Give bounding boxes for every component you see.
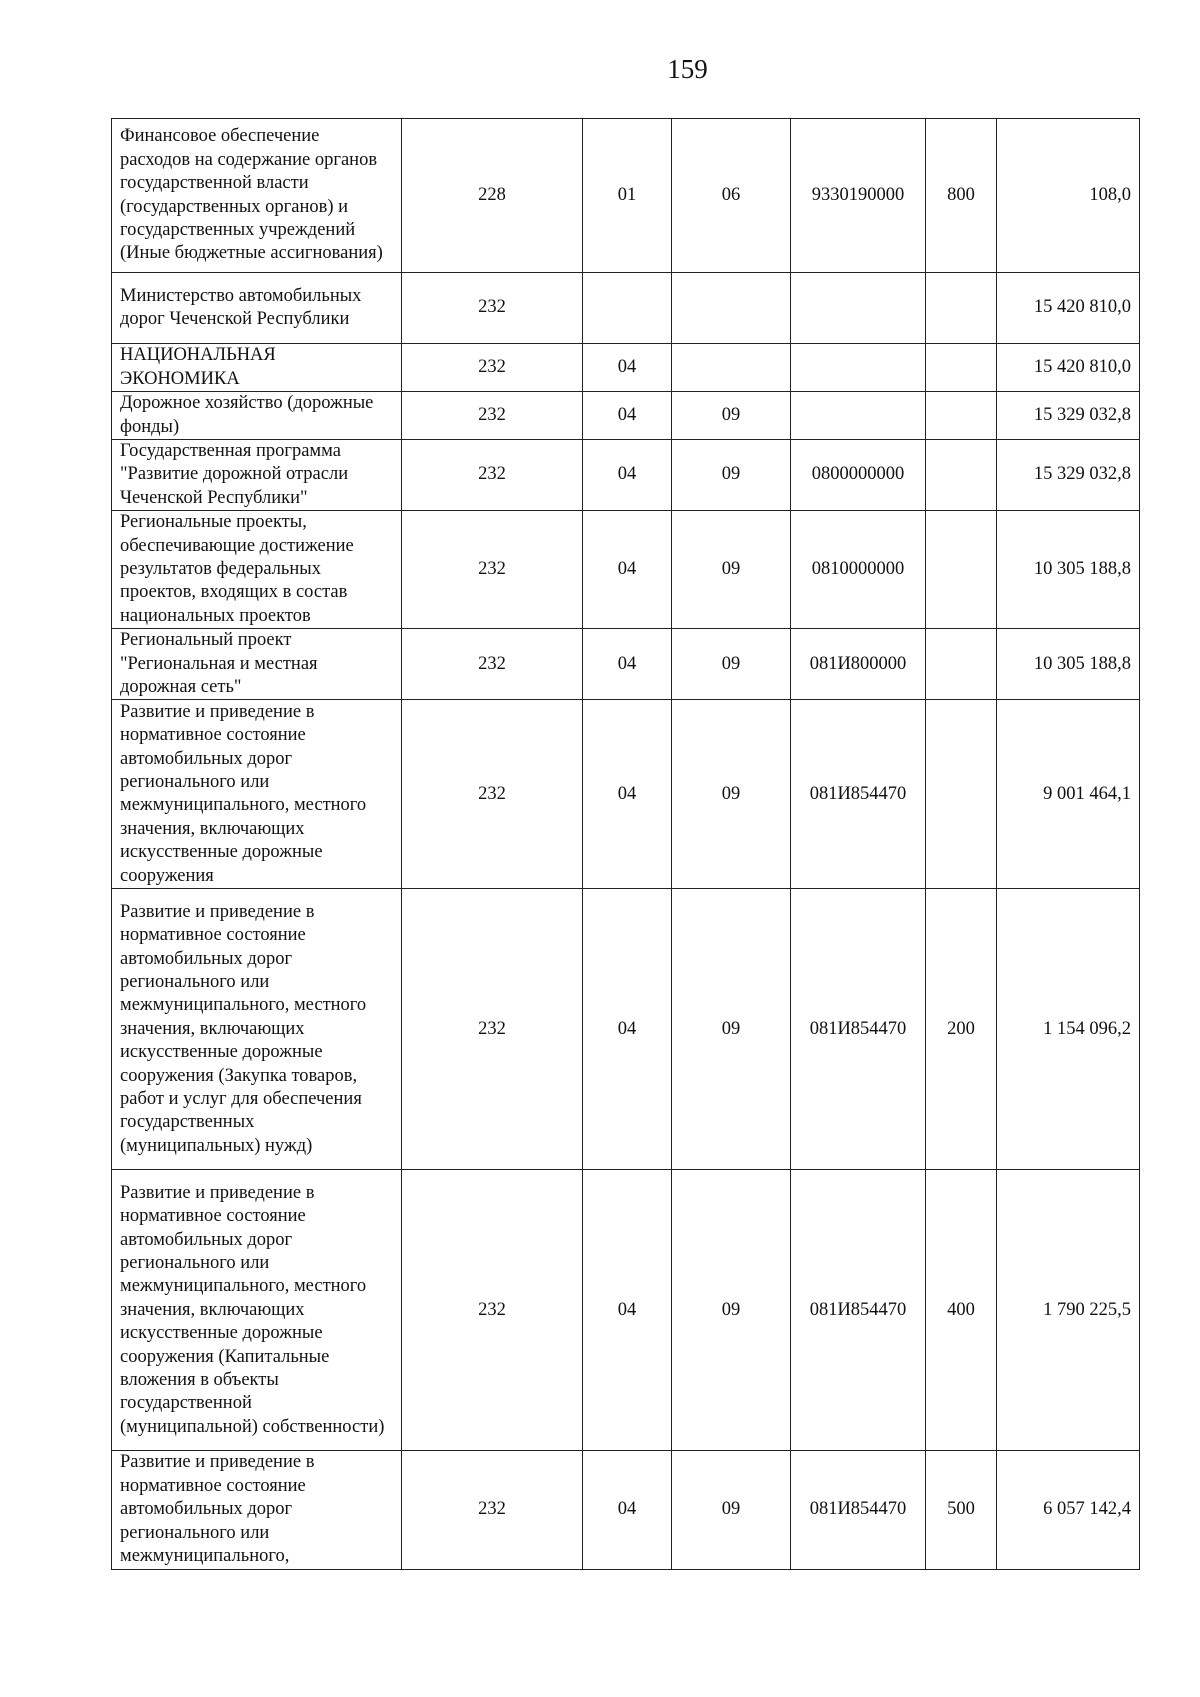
amount: 1 154 096,2 — [997, 889, 1140, 1170]
expense-type-code — [926, 700, 997, 889]
target-article-code: 9330190000 — [791, 119, 926, 273]
expense-type-code — [926, 511, 997, 629]
target-article-code: 081И854470 — [791, 700, 926, 889]
amount: 6 057 142,4 — [997, 1451, 1140, 1569]
row-name: НАЦИОНАЛЬНАЯ ЭКОНОМИКА — [112, 344, 402, 392]
target-article-code: 0800000000 — [791, 440, 926, 511]
grbs-code: 232 — [402, 344, 583, 392]
row-name: Финансовое обеспечение расходов на содержание органов государственной власти (государственных органов) и государственных учреждений (Иные бюджетные ассигнования) — [112, 119, 402, 273]
row-name: Развитие и приведение в нормативное состояние автомобильных дорог регионального или межмуниципального, местного значения, включающих искусственные дорожные сооружения — [112, 700, 402, 889]
target-article-code: 081И800000 — [791, 629, 926, 700]
amount: 15 420 810,0 — [997, 344, 1140, 392]
expense-type-code — [926, 344, 997, 392]
amount: 9 001 464,1 — [997, 700, 1140, 889]
subsection-code: 09 — [672, 629, 791, 700]
subsection-code: 09 — [672, 392, 791, 440]
expense-type-code: 500 — [926, 1451, 997, 1569]
expense-type-code: 400 — [926, 1170, 997, 1451]
expense-type-code: 800 — [926, 119, 997, 273]
amount: 1 790 225,5 — [997, 1170, 1140, 1451]
grbs-code: 232 — [402, 889, 583, 1170]
table-row — [112, 511, 1140, 629]
amount: 15 329 032,8 — [997, 440, 1140, 511]
table-row — [112, 344, 1140, 392]
row-name: Министерство автомобильных дорог Чеченской Республики — [112, 273, 402, 344]
row-name: Развитие и приведение в нормативное состояние автомобильных дорог регионального или межмуниципального, — [112, 1451, 402, 1569]
target-article-code: 081И854470 — [791, 1451, 926, 1569]
grbs-code: 232 — [402, 440, 583, 511]
target-article-code: 081И854470 — [791, 1170, 926, 1451]
subsection-code: 06 — [672, 119, 791, 273]
grbs-code: 232 — [402, 700, 583, 889]
amount: 108,0 — [997, 119, 1140, 273]
table-row — [112, 1170, 1140, 1451]
subsection-code: 09 — [672, 700, 791, 889]
amount: 10 305 188,8 — [997, 511, 1140, 629]
section-code: 01 — [583, 119, 672, 273]
expense-type-code — [926, 273, 997, 344]
budget-table — [111, 118, 1140, 1570]
page-number: 159 — [667, 54, 708, 84]
row-name: Региональный проект "Региональная и местная дорожная сеть" — [112, 629, 402, 700]
table-row — [112, 119, 1140, 273]
table-row — [112, 440, 1140, 511]
expense-type-code — [926, 629, 997, 700]
amount: 15 420 810,0 — [997, 273, 1140, 344]
target-article-code: 0810000000 — [791, 511, 926, 629]
table-row — [112, 273, 1140, 344]
grbs-code: 232 — [402, 273, 583, 344]
amount: 15 329 032,8 — [997, 392, 1140, 440]
section-code: 04 — [583, 511, 672, 629]
target-article-code — [791, 392, 926, 440]
grbs-code: 228 — [402, 119, 583, 273]
section-code: 04 — [583, 392, 672, 440]
subsection-code: 09 — [672, 1170, 791, 1451]
expense-type-code — [926, 392, 997, 440]
row-name: Развитие и приведение в нормативное состояние автомобильных дорог регионального или межмуниципального, местного значения, включающих искусственные дорожные сооружения (Закупка товаров, работ и услуг для обеспечения государственных (муниципальных) нужд) — [112, 889, 402, 1170]
grbs-code: 232 — [402, 511, 583, 629]
row-name: Государственная программа "Развитие дорожной отрасли Чеченской Республики" — [112, 440, 402, 511]
subsection-code: 09 — [672, 511, 791, 629]
target-article-code — [791, 344, 926, 392]
subsection-code — [672, 344, 791, 392]
section-code: 04 — [583, 1451, 672, 1569]
row-name: Дорожное хозяйство (дорожные фонды) — [112, 392, 402, 440]
table-row — [112, 392, 1140, 440]
table-row — [112, 629, 1140, 700]
grbs-code: 232 — [402, 1451, 583, 1569]
grbs-code: 232 — [402, 1170, 583, 1451]
section-code: 04 — [583, 1170, 672, 1451]
subsection-code: 09 — [672, 440, 791, 511]
grbs-code: 232 — [402, 392, 583, 440]
target-article-code — [791, 273, 926, 344]
target-article-code: 081И854470 — [791, 889, 926, 1170]
section-code: 04 — [583, 700, 672, 889]
expense-type-code: 200 — [926, 889, 997, 1170]
subsection-code: 09 — [672, 1451, 791, 1569]
section-code: 04 — [583, 629, 672, 700]
table-row — [112, 889, 1140, 1170]
subsection-code — [672, 273, 791, 344]
subsection-code: 09 — [672, 889, 791, 1170]
section-code: 04 — [583, 889, 672, 1170]
expense-type-code — [926, 440, 997, 511]
grbs-code: 232 — [402, 629, 583, 700]
section-code — [583, 273, 672, 344]
table-row — [112, 700, 1140, 889]
row-name: Развитие и приведение в нормативное состояние автомобильных дорог регионального или межмуниципального, местного значения, включающих искусственные дорожные сооружения (Капитальные вложения в объекты государственной (муниципальной) собственности) — [112, 1170, 402, 1451]
section-code: 04 — [583, 344, 672, 392]
table-row — [112, 1451, 1140, 1569]
amount: 10 305 188,8 — [997, 629, 1140, 700]
row-name: Региональные проекты, обеспечивающие достижение результатов федеральных проектов, входящих в состав национальных проектов — [112, 511, 402, 629]
section-code: 04 — [583, 440, 672, 511]
